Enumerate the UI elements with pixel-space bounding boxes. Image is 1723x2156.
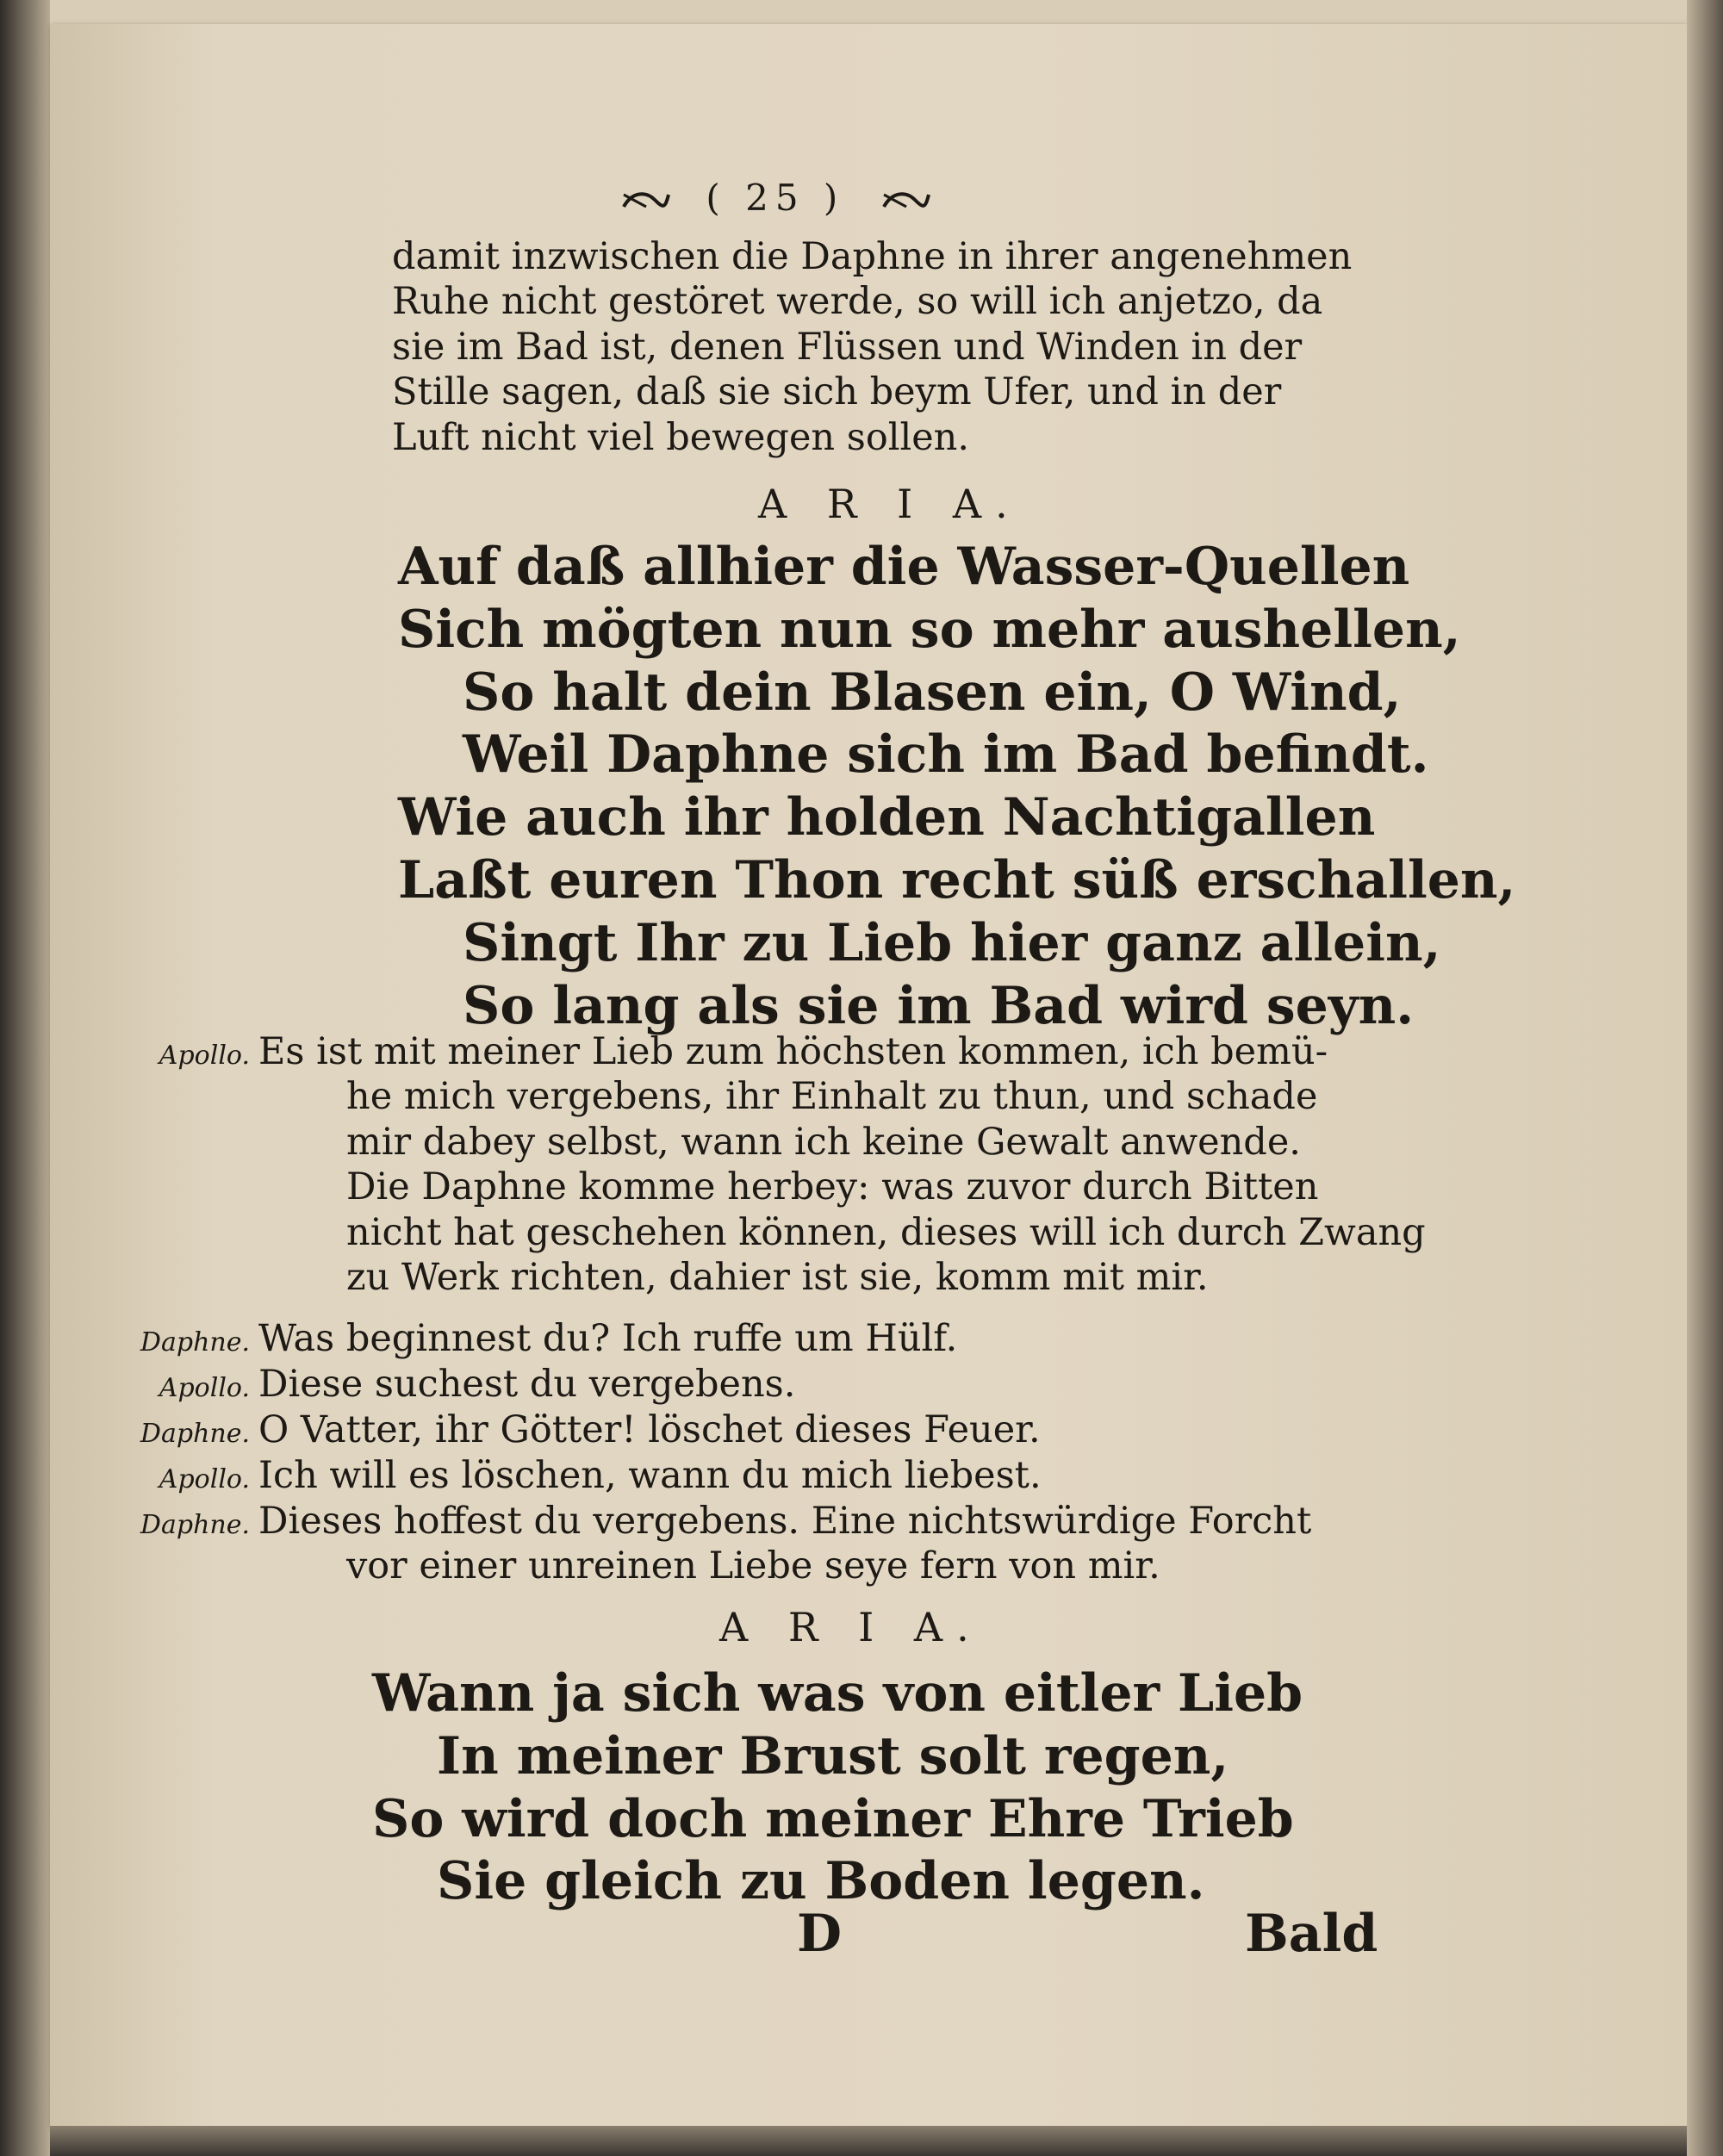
verse-line: So lang als sie im Bad wird seyn. bbox=[463, 975, 1415, 1036]
aria-heading: A R I A. bbox=[719, 1604, 983, 1650]
speech-apollo bbox=[121, 1029, 1426, 1301]
verse-line: Sich mögten nun so mehr aushellen, bbox=[398, 599, 1461, 660]
speaker-name: Daphne. bbox=[140, 1327, 250, 1358]
speaker-name: Apollo. bbox=[159, 1373, 250, 1403]
speech-text: he mich vergebens, ihr Einhalt zu thun, und schade bbox=[346, 1075, 1318, 1119]
speech-text: O Vatter, ihr Götter! löschet dieses Feuer. bbox=[258, 1408, 1041, 1451]
speech-text: mir dabey selbst, wann ich keine Gewalt anwende. bbox=[346, 1120, 1301, 1164]
text-line: Stille sagen, daß sie sich beym Ufer, und in der bbox=[392, 370, 1282, 414]
aria-verse bbox=[372, 1662, 1303, 1913]
verse-line: So wird doch meiner Ehre Trieb bbox=[372, 1788, 1294, 1849]
speaker-name: Daphne. bbox=[140, 1510, 250, 1540]
verse-line: So halt dein Blasen ein, O Wind, bbox=[463, 662, 1402, 723]
text-line: Luft nicht viel bewegen sollen. bbox=[392, 415, 970, 459]
verse-line: Wann ja sich was von eitler Lieb bbox=[372, 1663, 1303, 1724]
speech-text: vor einer unreinen Liebe seye fern von mir. bbox=[346, 1544, 1160, 1588]
speech-text: nicht hat geschehen können, dieses will ich durch Zwang bbox=[346, 1210, 1426, 1254]
speech-text: Diese suchest du vergebens. bbox=[258, 1363, 796, 1406]
speech-daphne bbox=[121, 1499, 1311, 1589]
ornament-right-icon bbox=[880, 190, 930, 212]
intro-paragraph bbox=[392, 234, 1352, 460]
verse-line: Wie auch ihr holden Nachtigallen bbox=[398, 787, 1376, 848]
speech-text: Es ist mit meiner Lieb zum höchsten kommen, ich bemü- bbox=[258, 1030, 1328, 1073]
verse-line: Singt Ihr zu Lieb hier ganz allein, bbox=[463, 912, 1441, 973]
verse-line: In meiner Brust solt regen, bbox=[437, 1725, 1229, 1786]
aria-verse bbox=[398, 536, 1515, 1038]
speaker-name: Apollo. bbox=[159, 1464, 250, 1494]
verse-line: Sie gleich zu Boden legen. bbox=[437, 1851, 1205, 1912]
speaker-name: Apollo. bbox=[159, 1041, 250, 1071]
speech-daphne bbox=[121, 1316, 957, 1361]
speaker-name: Daphne. bbox=[140, 1419, 250, 1449]
aria-heading: A R I A. bbox=[758, 481, 1022, 527]
page-number: ( 25 ) bbox=[706, 177, 845, 219]
speech-text: zu Werk richten, dahier ist sie, komm mit mir. bbox=[346, 1256, 1209, 1300]
speech-text: Was beginnest du? Ich ruffe um Hülf. bbox=[258, 1317, 958, 1360]
verse-line: Laßt euren Thon recht süß erschallen, bbox=[398, 850, 1516, 911]
speech-text: Dieses hoffest du vergebens. Eine nichtswürdige Forcht bbox=[258, 1500, 1312, 1543]
text-line: Ruhe nicht gestöret werde, so will ich anjetzo, da bbox=[392, 280, 1323, 324]
book-binding bbox=[0, 0, 50, 2156]
speech-text: Ich will es löschen, wann du mich liebest. bbox=[258, 1454, 1042, 1497]
speech-apollo bbox=[121, 1362, 795, 1407]
text-line: damit inzwischen die Daphne in ihrer angenehmen bbox=[392, 235, 1353, 278]
page-header bbox=[620, 177, 930, 219]
speech-text: Die Daphne komme herbey: was zuvor durch Bitten bbox=[346, 1165, 1319, 1209]
text-line: sie im Bad ist, denen Flüssen und Winden in der bbox=[392, 325, 1303, 369]
speech-daphne bbox=[121, 1407, 1041, 1452]
page-bottom-edge bbox=[50, 2126, 1687, 2156]
ornament-left-icon bbox=[620, 190, 670, 212]
verse-line: Auf daß allhier die Wasser-Quellen bbox=[398, 537, 1410, 597]
signature-mark: D bbox=[797, 1904, 843, 1964]
verse-line: Weil Daphne sich im Bad befindt. bbox=[463, 724, 1429, 786]
speech-apollo bbox=[121, 1453, 1042, 1498]
page-right-edge bbox=[1687, 0, 1723, 2156]
catchword: Bald bbox=[1245, 1904, 1378, 1964]
